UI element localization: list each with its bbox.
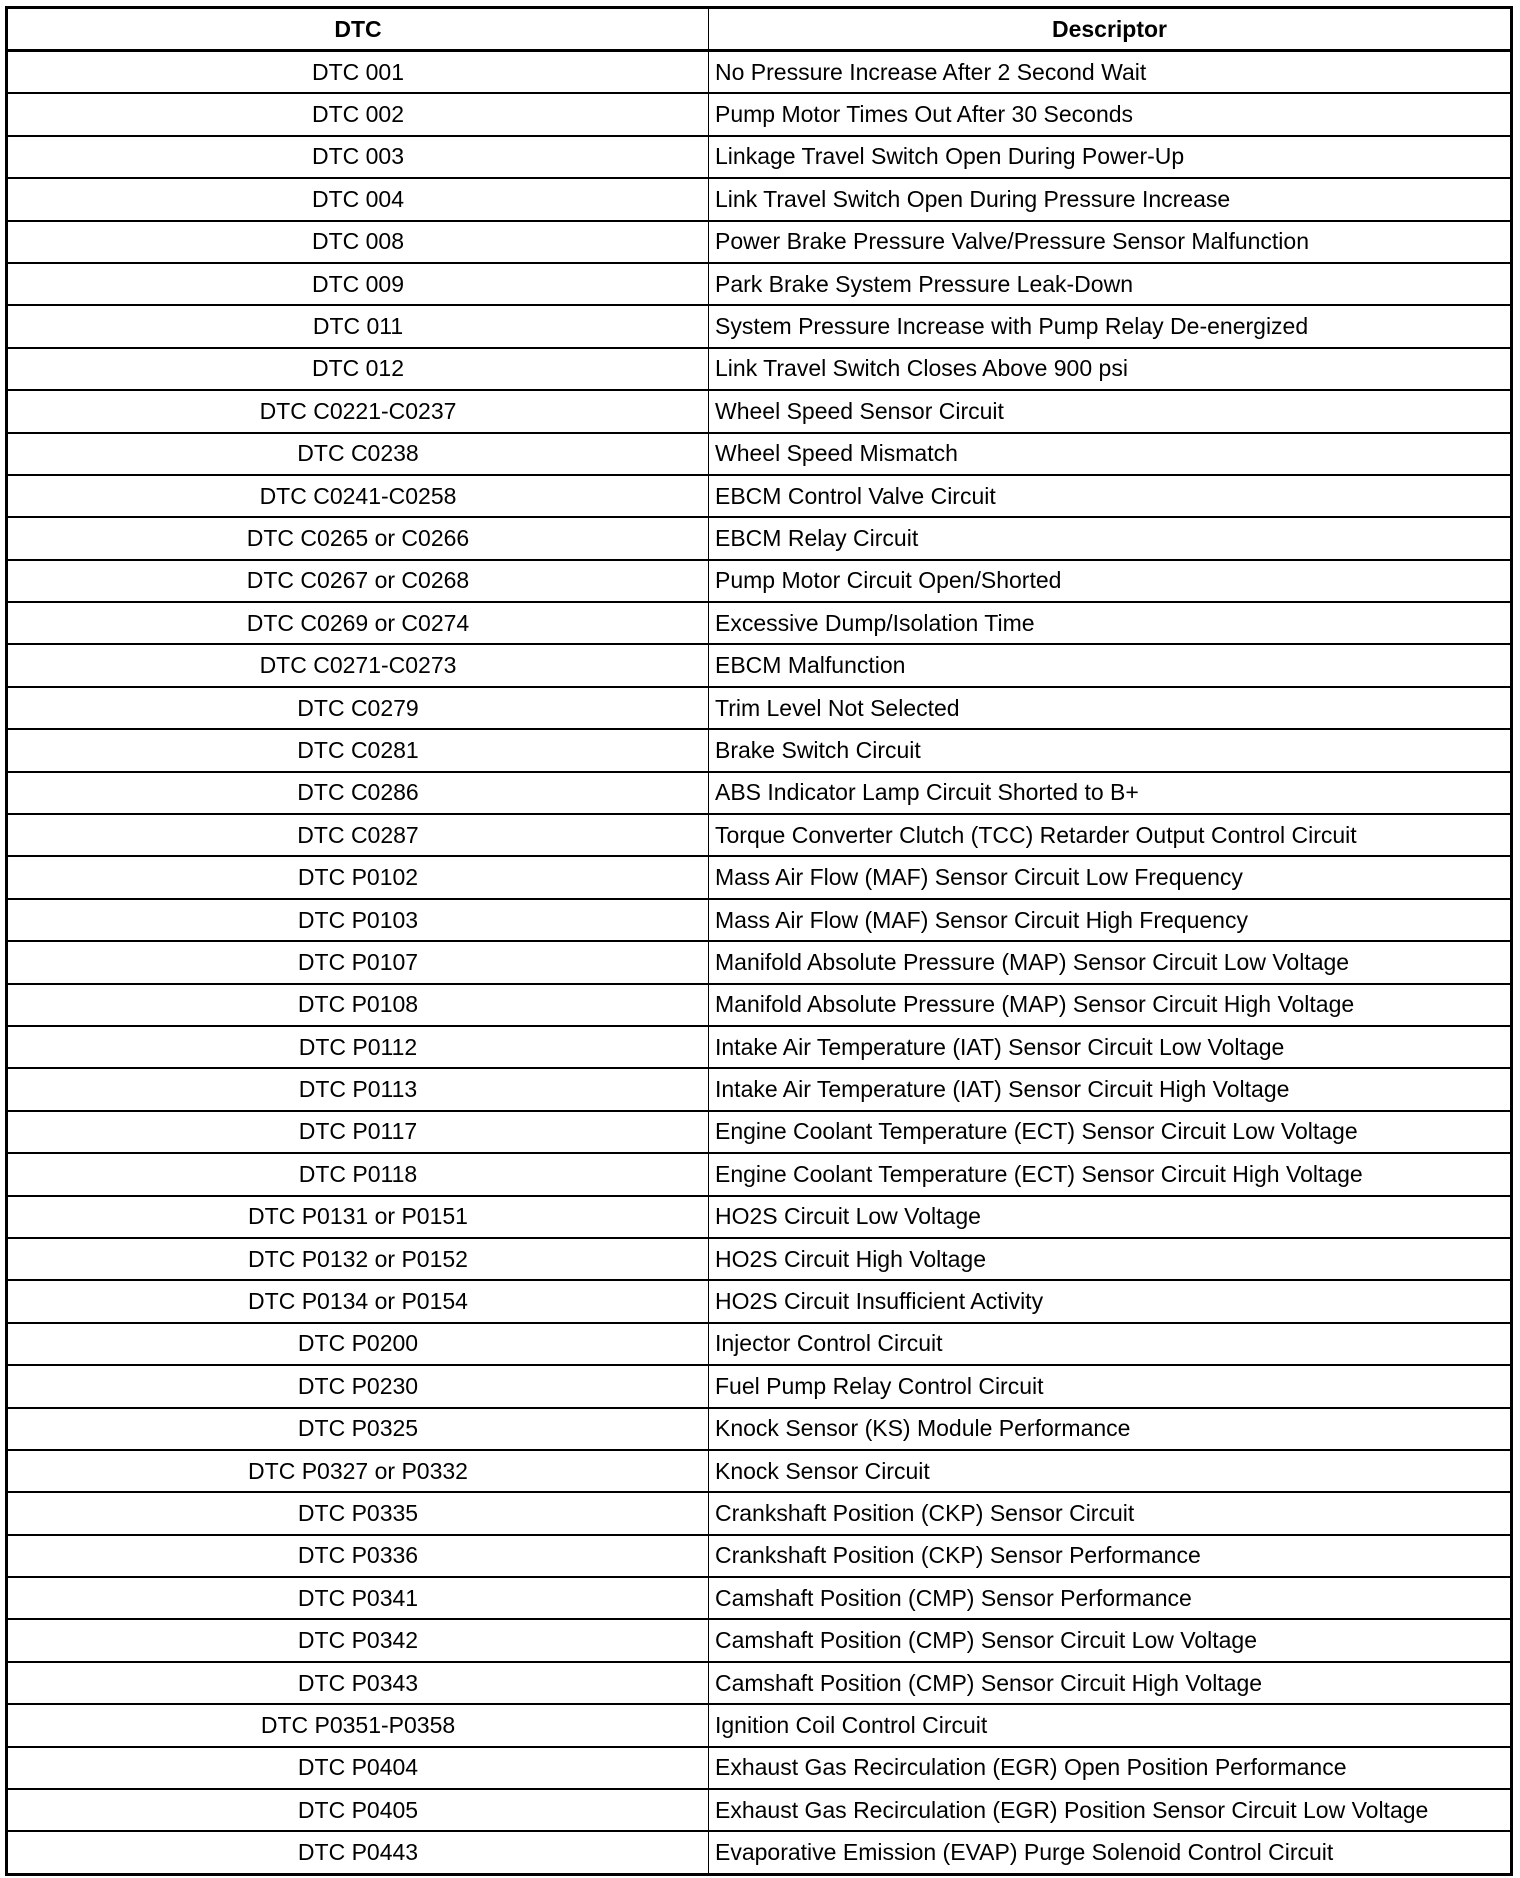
dtc-code: DTC P0230 bbox=[7, 1365, 709, 1407]
dtc-descriptor: Camshaft Position (CMP) Sensor Circuit Low Voltage bbox=[709, 1619, 1512, 1661]
table-row bbox=[7, 51, 1512, 94]
table-row bbox=[7, 856, 1512, 898]
dtc-code: DTC C0271-C0273 bbox=[7, 644, 709, 686]
dtc-table bbox=[5, 6, 1513, 1876]
table-row bbox=[7, 1831, 1512, 1874]
dtc-descriptor: Exhaust Gas Recirculation (EGR) Position Sensor Circuit Low Voltage bbox=[709, 1789, 1512, 1831]
dtc-descriptor: Injector Control Circuit bbox=[709, 1323, 1512, 1365]
dtc-descriptor: EBCM Control Valve Circuit bbox=[709, 475, 1512, 517]
dtc-code: DTC P0103 bbox=[7, 899, 709, 941]
table-row bbox=[7, 517, 1512, 559]
table-row bbox=[7, 560, 1512, 602]
dtc-code: DTC P0107 bbox=[7, 941, 709, 983]
dtc-code: DTC C0279 bbox=[7, 687, 709, 729]
dtc-descriptor: HO2S Circuit Low Voltage bbox=[709, 1196, 1512, 1238]
dtc-code: DTC P0117 bbox=[7, 1111, 709, 1153]
dtc-descriptor: Excessive Dump/Isolation Time bbox=[709, 602, 1512, 644]
table-row bbox=[7, 263, 1512, 305]
table-row bbox=[7, 390, 1512, 432]
table-row bbox=[7, 1662, 1512, 1704]
table-row bbox=[7, 1238, 1512, 1280]
dtc-descriptor: No Pressure Increase After 2 Second Wait bbox=[709, 51, 1512, 94]
dtc-code: DTC P0335 bbox=[7, 1492, 709, 1534]
table-row bbox=[7, 305, 1512, 347]
dtc-code: DTC P0341 bbox=[7, 1577, 709, 1619]
table-row bbox=[7, 602, 1512, 644]
dtc-descriptor: EBCM Malfunction bbox=[709, 644, 1512, 686]
dtc-descriptor: Mass Air Flow (MAF) Sensor Circuit Low Frequency bbox=[709, 856, 1512, 898]
table-body bbox=[7, 51, 1512, 1875]
dtc-descriptor: Trim Level Not Selected bbox=[709, 687, 1512, 729]
dtc-descriptor: HO2S Circuit High Voltage bbox=[709, 1238, 1512, 1280]
table-row bbox=[7, 433, 1512, 475]
dtc-code: DTC 003 bbox=[7, 136, 709, 178]
dtc-code: DTC P0327 or P0332 bbox=[7, 1450, 709, 1492]
dtc-code: DTC 011 bbox=[7, 305, 709, 347]
dtc-code: DTC P0132 or P0152 bbox=[7, 1238, 709, 1280]
dtc-code: DTC P0112 bbox=[7, 1026, 709, 1068]
dtc-code: DTC C0287 bbox=[7, 814, 709, 856]
dtc-descriptor: Fuel Pump Relay Control Circuit bbox=[709, 1365, 1512, 1407]
header-row bbox=[7, 8, 1512, 51]
dtc-code: DTC C0238 bbox=[7, 433, 709, 475]
table-row bbox=[7, 1492, 1512, 1534]
table-row bbox=[7, 1450, 1512, 1492]
dtc-descriptor: Brake Switch Circuit bbox=[709, 729, 1512, 771]
table-row bbox=[7, 93, 1512, 135]
table-row bbox=[7, 899, 1512, 941]
dtc-descriptor: Camshaft Position (CMP) Sensor Circuit High Voltage bbox=[709, 1662, 1512, 1704]
table-row bbox=[7, 1323, 1512, 1365]
table-row bbox=[7, 1704, 1512, 1746]
dtc-code: DTC P0343 bbox=[7, 1662, 709, 1704]
table-row bbox=[7, 1153, 1512, 1195]
table-row bbox=[7, 1068, 1512, 1110]
dtc-descriptor: Mass Air Flow (MAF) Sensor Circuit High Frequency bbox=[709, 899, 1512, 941]
dtc-descriptor: Power Brake Pressure Valve/Pressure Sensor Malfunction bbox=[709, 221, 1512, 263]
dtc-code: DTC P0405 bbox=[7, 1789, 709, 1831]
dtc-code: DTC P0336 bbox=[7, 1535, 709, 1577]
dtc-code: DTC C0265 or C0266 bbox=[7, 517, 709, 559]
dtc-descriptor: Park Brake System Pressure Leak-Down bbox=[709, 263, 1512, 305]
table-row bbox=[7, 1365, 1512, 1407]
dtc-code: DTC P0102 bbox=[7, 856, 709, 898]
dtc-descriptor: Evaporative Emission (EVAP) Purge Solenoid Control Circuit bbox=[709, 1831, 1512, 1874]
dtc-code: DTC P0351-P0358 bbox=[7, 1704, 709, 1746]
table-row bbox=[7, 221, 1512, 263]
table-row bbox=[7, 1789, 1512, 1831]
table-row bbox=[7, 1577, 1512, 1619]
table-row bbox=[7, 1280, 1512, 1322]
dtc-code: DTC P0108 bbox=[7, 984, 709, 1026]
dtc-code: DTC 008 bbox=[7, 221, 709, 263]
dtc-descriptor: Torque Converter Clutch (TCC) Retarder Output Control Circuit bbox=[709, 814, 1512, 856]
header-descriptor: Descriptor bbox=[709, 8, 1512, 51]
dtc-code: DTC P0325 bbox=[7, 1408, 709, 1450]
dtc-descriptor: Ignition Coil Control Circuit bbox=[709, 1704, 1512, 1746]
table-row bbox=[7, 644, 1512, 686]
dtc-descriptor: Link Travel Switch Closes Above 900 psi bbox=[709, 348, 1512, 390]
dtc-descriptor: Wheel Speed Mismatch bbox=[709, 433, 1512, 475]
dtc-code: DTC P0443 bbox=[7, 1831, 709, 1874]
dtc-descriptor: Intake Air Temperature (IAT) Sensor Circuit Low Voltage bbox=[709, 1026, 1512, 1068]
dtc-descriptor: Manifold Absolute Pressure (MAP) Sensor Circuit Low Voltage bbox=[709, 941, 1512, 983]
dtc-descriptor: Engine Coolant Temperature (ECT) Sensor Circuit High Voltage bbox=[709, 1153, 1512, 1195]
table-row bbox=[7, 984, 1512, 1026]
dtc-descriptor: ABS Indicator Lamp Circuit Shorted to B+ bbox=[709, 772, 1512, 814]
table-row bbox=[7, 136, 1512, 178]
dtc-code: DTC 001 bbox=[7, 51, 709, 94]
dtc-descriptor: Camshaft Position (CMP) Sensor Performance bbox=[709, 1577, 1512, 1619]
dtc-descriptor: Pump Motor Circuit Open/Shorted bbox=[709, 560, 1512, 602]
dtc-code: DTC P0113 bbox=[7, 1068, 709, 1110]
dtc-descriptor: System Pressure Increase with Pump Relay De-energized bbox=[709, 305, 1512, 347]
dtc-descriptor: Crankshaft Position (CKP) Sensor Circuit bbox=[709, 1492, 1512, 1534]
table-row bbox=[7, 348, 1512, 390]
table-row bbox=[7, 178, 1512, 220]
table-row bbox=[7, 1747, 1512, 1789]
dtc-descriptor: HO2S Circuit Insufficient Activity bbox=[709, 1280, 1512, 1322]
dtc-descriptor: Pump Motor Times Out After 30 Seconds bbox=[709, 93, 1512, 135]
table-row bbox=[7, 772, 1512, 814]
table-row bbox=[7, 941, 1512, 983]
dtc-code: DTC P0118 bbox=[7, 1153, 709, 1195]
dtc-code: DTC P0131 or P0151 bbox=[7, 1196, 709, 1238]
dtc-descriptor: Engine Coolant Temperature (ECT) Sensor Circuit Low Voltage bbox=[709, 1111, 1512, 1153]
table-row bbox=[7, 1111, 1512, 1153]
dtc-descriptor: Intake Air Temperature (IAT) Sensor Circuit High Voltage bbox=[709, 1068, 1512, 1110]
dtc-code: DTC C0286 bbox=[7, 772, 709, 814]
dtc-descriptor: Manifold Absolute Pressure (MAP) Sensor Circuit High Voltage bbox=[709, 984, 1512, 1026]
dtc-code: DTC C0267 or C0268 bbox=[7, 560, 709, 602]
table-row bbox=[7, 814, 1512, 856]
dtc-code: DTC C0281 bbox=[7, 729, 709, 771]
table-row bbox=[7, 1196, 1512, 1238]
table-row bbox=[7, 729, 1512, 771]
dtc-code: DTC 002 bbox=[7, 93, 709, 135]
dtc-code: DTC C0221-C0237 bbox=[7, 390, 709, 432]
table-row bbox=[7, 1026, 1512, 1068]
dtc-descriptor: EBCM Relay Circuit bbox=[709, 517, 1512, 559]
table-row bbox=[7, 1619, 1512, 1661]
dtc-descriptor: Crankshaft Position (CKP) Sensor Performance bbox=[709, 1535, 1512, 1577]
dtc-descriptor: Link Travel Switch Open During Pressure Increase bbox=[709, 178, 1512, 220]
table-row bbox=[7, 1408, 1512, 1450]
dtc-code: DTC C0269 or C0274 bbox=[7, 602, 709, 644]
dtc-code: DTC 009 bbox=[7, 263, 709, 305]
table-row bbox=[7, 1535, 1512, 1577]
dtc-code: DTC 012 bbox=[7, 348, 709, 390]
dtc-code: DTC P0200 bbox=[7, 1323, 709, 1365]
dtc-code: DTC P0342 bbox=[7, 1619, 709, 1661]
dtc-code: DTC 004 bbox=[7, 178, 709, 220]
dtc-descriptor: Knock Sensor (KS) Module Performance bbox=[709, 1408, 1512, 1450]
dtc-descriptor: Linkage Travel Switch Open During Power-Up bbox=[709, 136, 1512, 178]
dtc-descriptor: Exhaust Gas Recirculation (EGR) Open Position Performance bbox=[709, 1747, 1512, 1789]
dtc-code: DTC C0241-C0258 bbox=[7, 475, 709, 517]
dtc-descriptor: Knock Sensor Circuit bbox=[709, 1450, 1512, 1492]
dtc-descriptor: Wheel Speed Sensor Circuit bbox=[709, 390, 1512, 432]
header-dtc: DTC bbox=[7, 8, 709, 51]
table-row bbox=[7, 475, 1512, 517]
dtc-code: DTC P0134 or P0154 bbox=[7, 1280, 709, 1322]
dtc-code: DTC P0404 bbox=[7, 1747, 709, 1789]
table-row bbox=[7, 687, 1512, 729]
